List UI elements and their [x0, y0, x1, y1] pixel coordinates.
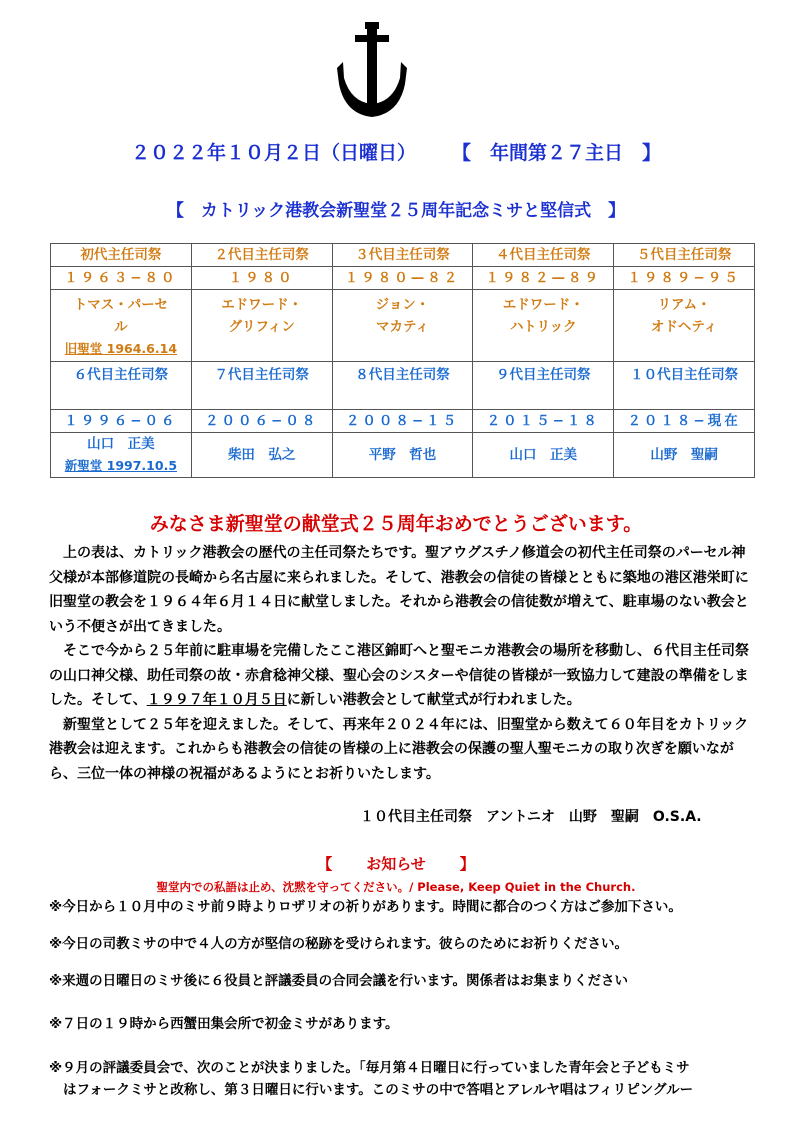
notice-item — [49, 1057, 769, 1101]
table-row — [51, 410, 755, 433]
table-cell: ７代目主任司祭 — [191, 362, 332, 410]
paragraph: 上の表は、カトリック港教会の歴代の主任司祭たちです。聖アウグスチノ修道会の初代主任司祭のパーセル神父様が本部修道院の長崎から名古屋に来られました。そして、港教会の信徒の皆様とともに築地の港区港栄町に旧聖堂の教会を１９６４年６月１４日に献堂しました。それから港教会の信徒数が増えて、駐車場のない教会という不便さが出てきました。 — [49, 545, 749, 635]
pastor-name: 山口 正美 — [509, 447, 578, 463]
table-cell: ２００８−１５ — [332, 410, 473, 433]
table-row — [51, 244, 755, 267]
bracket-close: 】 — [459, 855, 475, 873]
table-cell: １９８０—８２ — [332, 267, 473, 290]
signature: １０代目主任司祭 アントニオ 山野 聖嗣 O.S.A. — [360, 809, 702, 825]
table-cell — [614, 290, 755, 362]
notice-line: ※９月の評議委員会で、次のことが決まりました。「毎月第４日曜日に行っていました青年会と子どもミサ — [49, 1060, 690, 1076]
table-cell: ８代目主任司祭 — [332, 362, 473, 410]
anchor-icon — [335, 22, 409, 118]
pastor-name-line2: オドヘティ — [650, 319, 718, 335]
pastor-name-line2: グリフィン — [228, 319, 295, 335]
table-cell: １９８０ — [191, 267, 332, 290]
paragraph — [49, 639, 759, 713]
table-cell: ５代目主任司祭 — [614, 244, 755, 267]
table-cell: 初代主任司祭 — [51, 244, 192, 267]
notice-item: ※７日の１９時から西蟹田集会所で初金ミサがあります。 — [49, 1016, 399, 1032]
table-cell: １０代目主任司祭 — [614, 362, 755, 410]
pastor-name-line2: ル — [114, 319, 128, 335]
notice-line: はフォークミサと改称し、第３日曜日に行います。このミサの中で答唱とアレルヤ唱はフィリピングルー — [63, 1082, 694, 1098]
pastor-name-line1: エドワード・ — [502, 297, 584, 313]
table-cell: ２０１５−１８ — [473, 410, 614, 433]
notice-item: ※今日の司教ミサの中で４人の方が堅信の秘跡を受けられます。彼らのためにお祈りください。 — [49, 936, 629, 952]
table-cell: ２００６−０８ — [191, 410, 332, 433]
table-cell: ４代目主任司祭 — [473, 244, 614, 267]
table-row — [51, 433, 755, 478]
notices-title: お知らせ — [366, 855, 426, 873]
old-church-note: 旧聖堂 1964.6.14 — [64, 341, 178, 356]
table-cell: １９６３−８０ — [51, 267, 192, 290]
bracket-open: 【 — [317, 855, 333, 873]
table-row — [51, 290, 755, 362]
table-cell: ２代目主任司祭 — [191, 244, 332, 267]
table-cell: １９８９−９５ — [614, 267, 755, 290]
liturgical-day: 【 年間第２７主日 】 — [452, 142, 662, 164]
table-row — [51, 267, 755, 290]
table-cell: １９９６−０６ — [51, 410, 192, 433]
table-cell — [614, 433, 755, 478]
date-line — [0, 138, 792, 165]
table-cell: ３代目主任司祭 — [332, 244, 473, 267]
event-title: 【 カトリック港教会新聖堂２５周年記念ミサと堅信式 】 — [166, 201, 626, 221]
pastor-name-line1: エドワード・ — [221, 297, 303, 313]
table-cell — [51, 433, 192, 478]
pastor-name: 平野 哲也 — [368, 447, 437, 463]
table-cell — [191, 290, 332, 362]
table-cell — [332, 433, 473, 478]
pastors-table — [50, 243, 755, 478]
notices-heading — [0, 853, 792, 874]
pastor-name-line1: ジョン・ — [375, 297, 430, 313]
pastor-name: 山口 正美 — [87, 436, 155, 452]
quiet-request: 聖堂内での私語は止め、沈黙を守ってください。/ Please, Keep Quiet in the Church. — [156, 880, 636, 894]
table-cell — [51, 290, 192, 362]
pastor-name-line2: マカティ — [376, 319, 429, 335]
dedication-date: １９９７年１０月５日 — [146, 692, 287, 708]
table-cell — [332, 290, 473, 362]
article-body — [49, 541, 759, 786]
table-row — [51, 362, 755, 410]
notice-item: ※来週の日曜日のミサ後に６役員と評議委員の合同会議を行います。関係者はお集まりください — [49, 973, 629, 989]
table-cell: １９８２—８９ — [473, 267, 614, 290]
table-cell — [191, 433, 332, 478]
paragraph-text: そこで今から２５年前に駐車場を完備したここ港区錦町へと聖モニカ港教会の場所を移動し、６代目主任司祭の山口神父様、助任司祭の故・赤倉稔神父様、聖心会のシスターや信徒の皆様が一致協力して建設の準備をしました。そして、 — [49, 643, 749, 708]
paragraph-text: に新しい港教会として献堂式が行われました。 — [286, 692, 581, 708]
notice-item: ※今日から１０月中のミサ前９時よりロザリオの祈りがあります。時間に都合のつく方はご参加下さい。 — [49, 899, 682, 915]
table-cell: ６代目主任司祭 — [51, 362, 192, 410]
pastor-name-line2: ハトリック — [509, 319, 577, 335]
pastor-name-line1: トマス・パーセ — [73, 297, 169, 313]
pastor-name-line1: リアム・ — [657, 297, 711, 313]
service-date: ２０２２年１０月２日（日曜日） — [130, 142, 416, 164]
table-cell — [473, 290, 614, 362]
pastor-name: 山野 聖嗣 — [650, 447, 718, 463]
new-church-note: 新聖堂 1997.10.5 — [64, 458, 178, 473]
congratulations-heading: みなさま新聖堂の献堂式２５周年おめでとうございます。 — [149, 513, 643, 535]
pastor-name: 柴田 弘之 — [227, 447, 296, 463]
table-cell: ９代目主任司祭 — [473, 362, 614, 410]
paragraph: 新聖堂として２５年を迎えました。そして、再来年２０２４年には、旧聖堂から数えて６０年目をカトリック港教会は迎えます。これからも港教会の信徒の皆様の上に港教会の保護の聖人聖モニカの取り次ぎを願いながら、三位一体の神様の祝福があるようにとお祈りいたします。 — [49, 716, 749, 782]
table-cell: ２０１８−現在 — [614, 410, 755, 433]
table-cell — [473, 433, 614, 478]
